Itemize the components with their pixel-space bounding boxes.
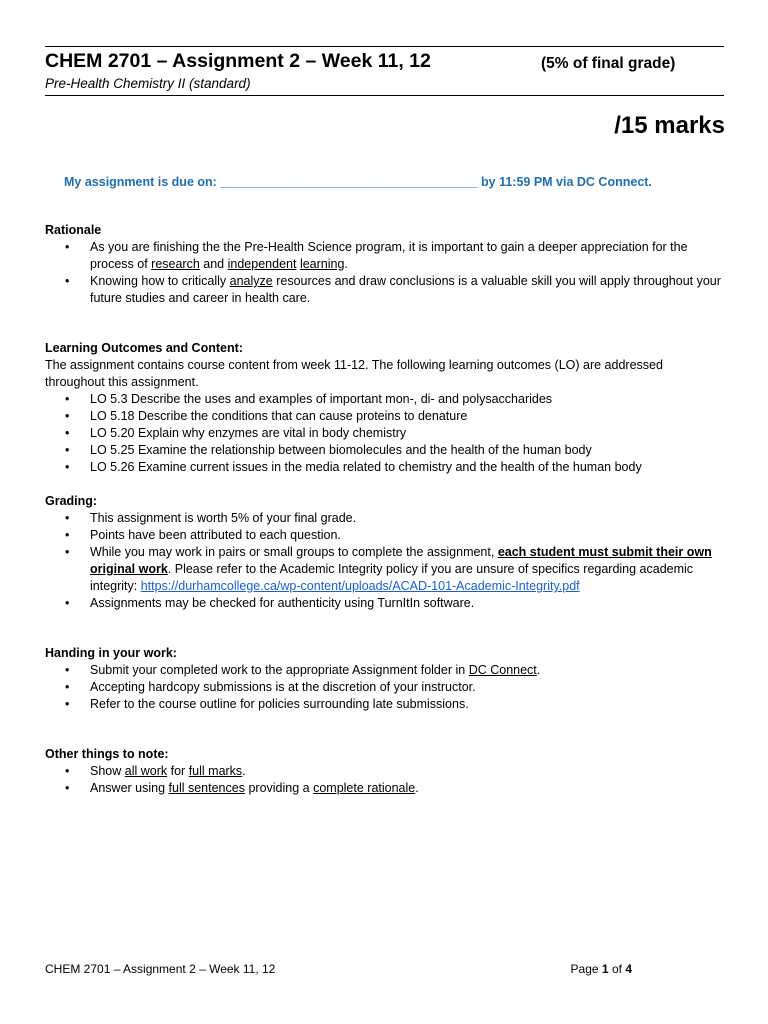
assignment-body: [45, 222, 725, 797]
list-item: • LO 5.18 Describe the conditions that can cause proteins to denature: [90, 408, 725, 425]
list-item: • Refer to the course outline for policies surrounding late submissions.: [90, 696, 725, 713]
total-marks: /15 marks: [614, 112, 725, 139]
page-footer: [45, 962, 725, 976]
list-item: • Show all work for full marks.: [90, 763, 725, 780]
header-rule: [45, 95, 724, 96]
page-title: CHEM 2701 – Assignment 2 – Week 11, 12: [45, 50, 431, 72]
other-list: [45, 763, 725, 797]
top-rule: [45, 46, 724, 47]
list-item: • This assignment is worth 5% of your final grade.: [90, 510, 725, 527]
other-heading: Other things to note:: [45, 747, 169, 761]
list-item: • Answer using full sentences providing a complete rationale.: [90, 780, 725, 797]
grade-note: (5% of final grade): [541, 55, 676, 72]
title-line: [45, 50, 725, 73]
outcomes-intro: The assignment contains course content from week 11-12. The following learning outcomes (LO) are addressed throughout this assignment.: [45, 358, 663, 389]
list-item: • Submit your completed work to the appropriate Assignment folder in DC Connect.: [90, 662, 725, 679]
academic-integrity-link[interactable]: https://durhamcollege.ca/wp-content/uploads/ACAD-101-Academic-Integrity.pdf: [140, 579, 580, 593]
list-item: • As you are finishing the the Pre-Health Science program, it is important to gain a deeper appreciation for the process of research and independent learning.: [90, 239, 725, 273]
list-item: • Accepting hardcopy submissions is at the discretion of your instructor.: [90, 679, 725, 696]
due-prefix: My assignment is due on:: [64, 175, 217, 189]
handing-heading: Handing in your work:: [45, 646, 177, 660]
due-line: [64, 175, 652, 189]
list-item: • LO 5.20 Explain why enzymes are vital in body chemistry: [90, 425, 725, 442]
grading-heading: Grading:: [45, 494, 98, 508]
outcomes-heading: Learning Outcomes and Content:: [45, 341, 243, 355]
document-page: [45, 0, 725, 1024]
integrity-emphasis: each student must submit their own original work: [90, 545, 712, 576]
footer-course: CHEM 2701 – Assignment 2 – Week 11, 12: [45, 962, 276, 976]
outcomes-list: [45, 391, 725, 476]
list-item: • Points have been attributed to each question.: [90, 527, 725, 544]
rationale-heading: Rationale: [45, 223, 102, 237]
list-item: • Knowing how to critically analyze resources and draw conclusions is a valuable skill you will apply throughout your future studies and career in health care.: [90, 273, 725, 307]
list-item: • Assignments may be checked for authenticity using TurnItIn software.: [90, 595, 725, 612]
dc-connect-ref: DC Connect: [468, 663, 537, 677]
due-suffix: by 11:59 PM via DC Connect.: [481, 175, 652, 189]
handing-list: [45, 662, 725, 713]
list-item: • LO 5.3 Describe the uses and examples of important mon-, di- and polysaccharides: [90, 391, 725, 408]
list-item: • While you may work in pairs or small groups to complete the assignment, each student must submit their own original work. Please refer to the Academic Integrity policy if you are unsure of specifics regarding academic integrity: https://durhamcollege.ca/wp-content/uploads/ACAD-101-Academic-Integrity.pdf: [90, 544, 725, 595]
list-item: • LO 5.25 Examine the relationship between biomolecules and the health of the human body: [90, 442, 725, 459]
course-subtitle: Pre-Health Chemistry II (standard): [45, 76, 251, 91]
page-number: Page 1 of 4: [570, 962, 632, 976]
list-item: • LO 5.26 Examine current issues in the media related to chemistry and the health of the human body: [90, 459, 725, 476]
rationale-list: [45, 239, 725, 307]
grading-list: [45, 510, 725, 612]
due-date-blank: _____________________________________: [220, 175, 478, 189]
